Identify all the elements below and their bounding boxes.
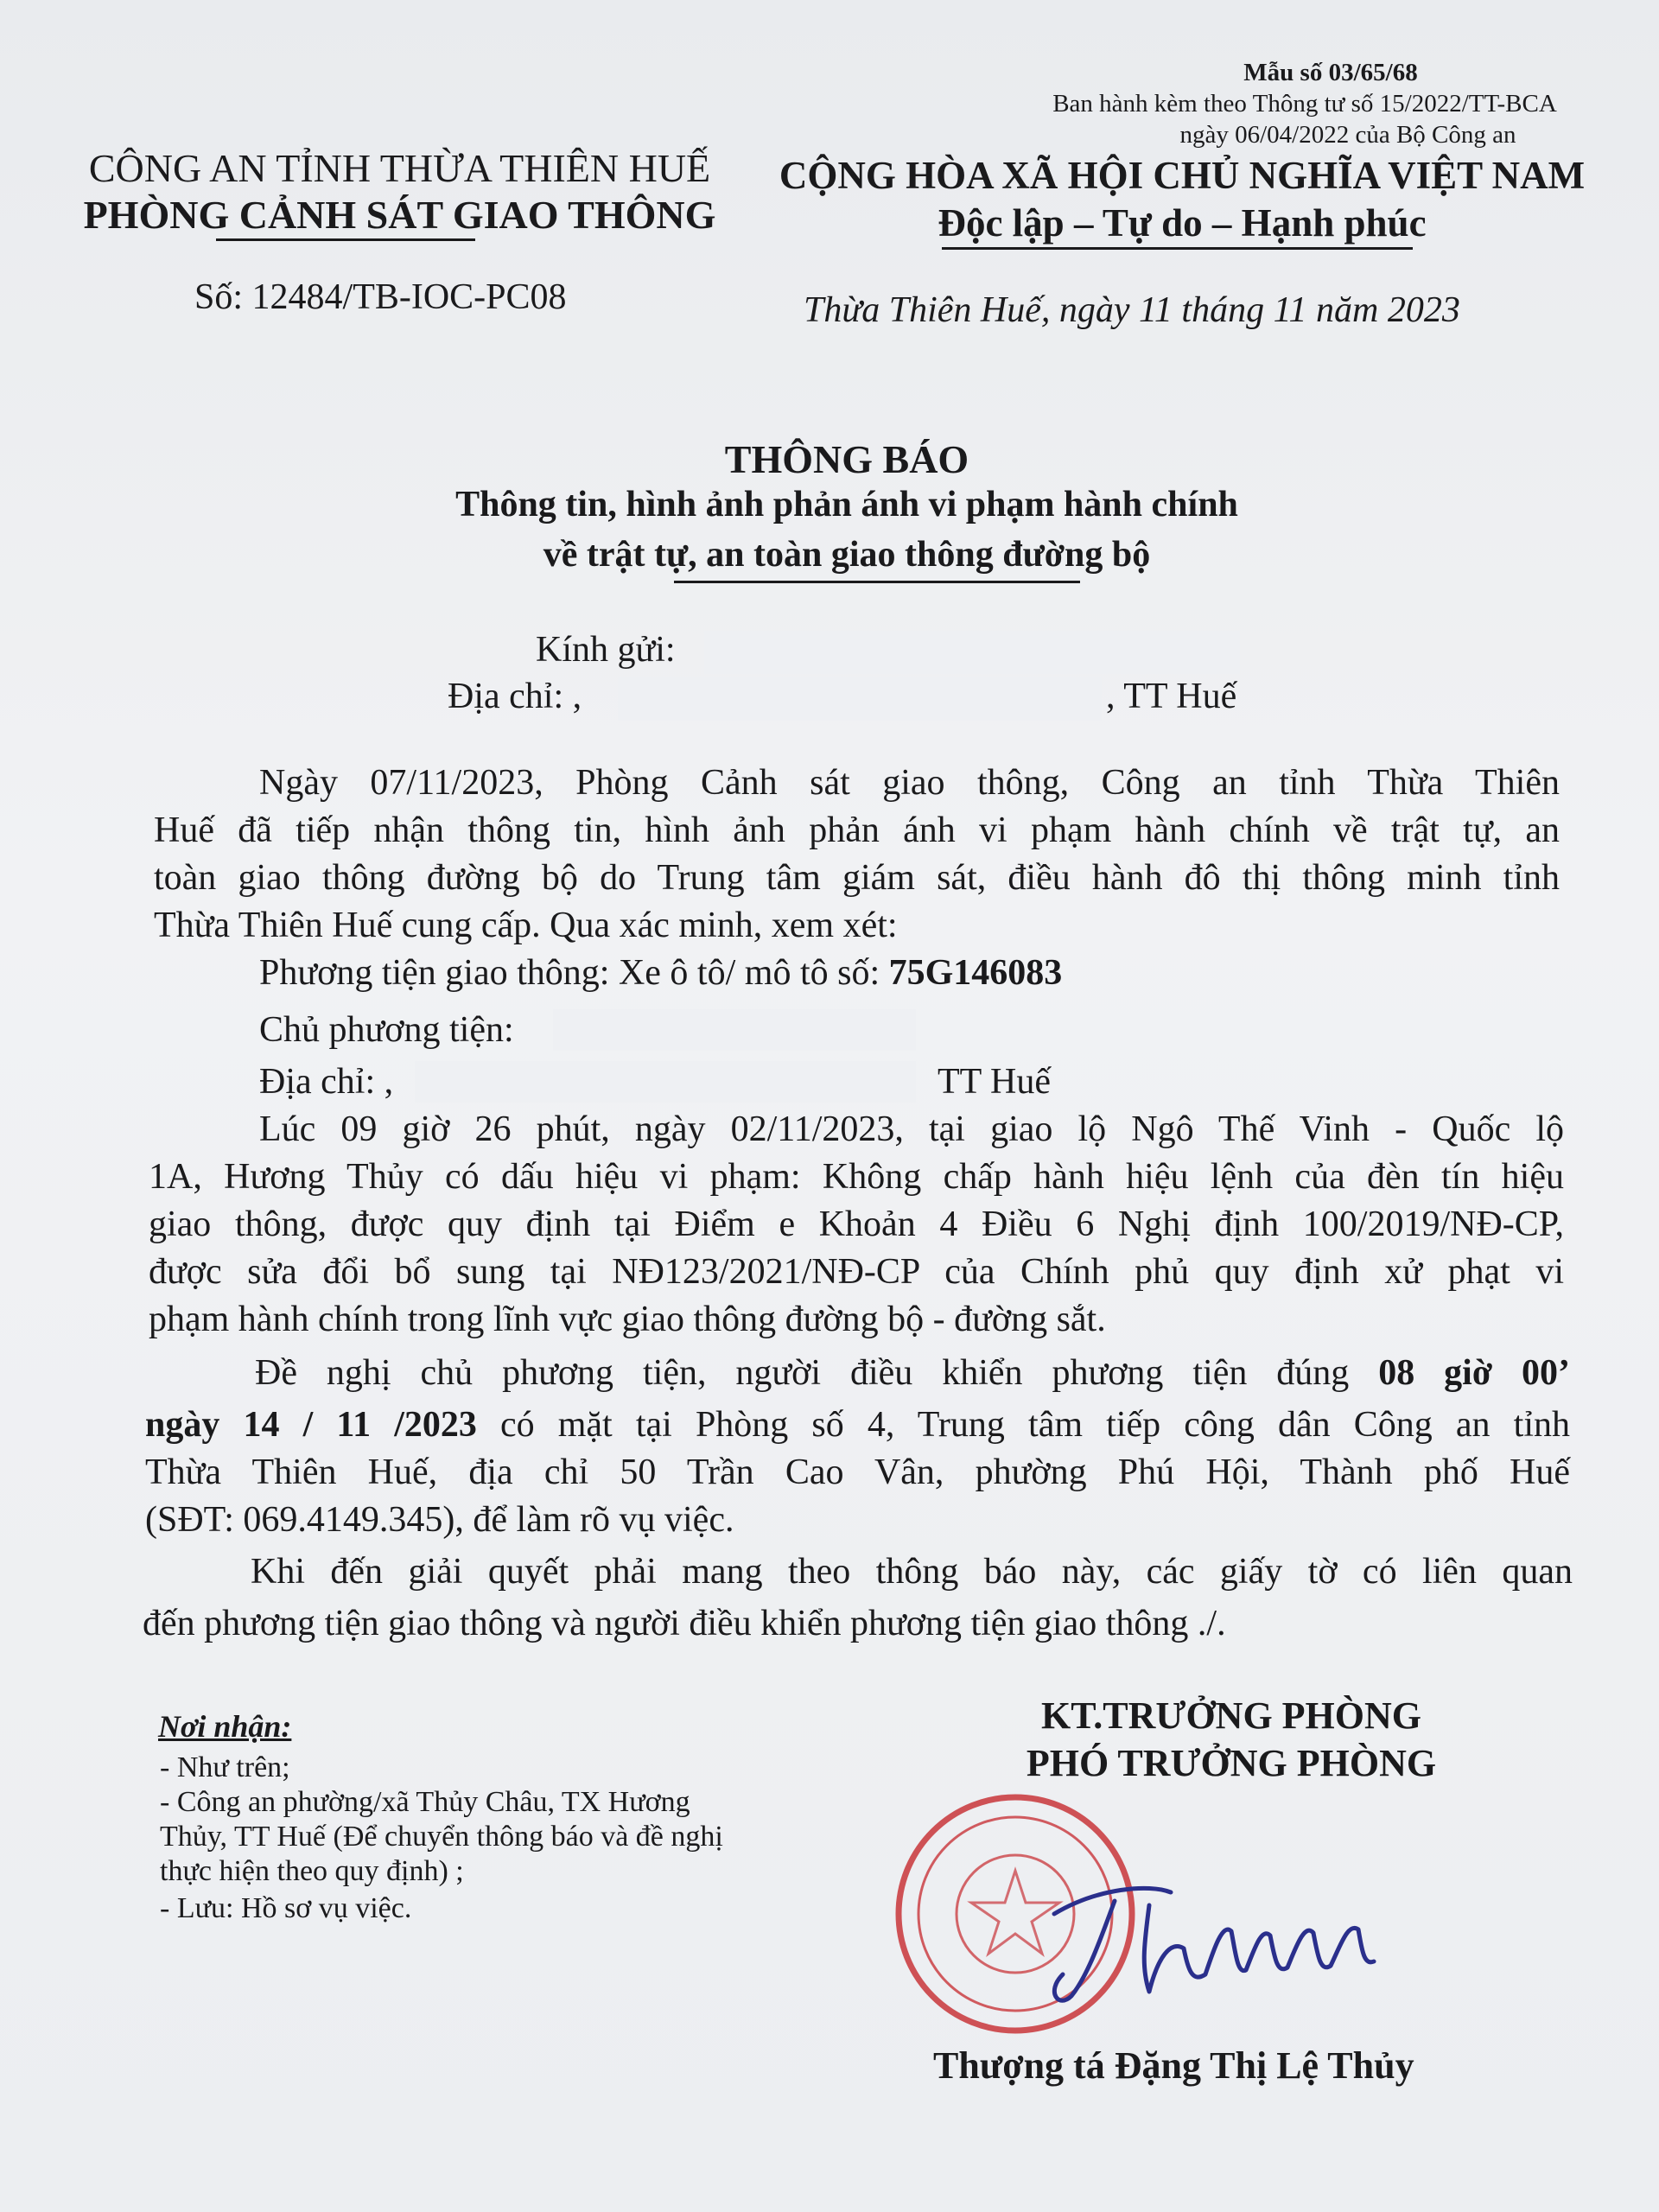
p2-line-3: giao thông, được quy định tại Điểm e Khoản 4 Điều 6 Nghị định 100/2019/NĐ-CP,	[149, 1205, 1564, 1244]
p3-line-1	[255, 1352, 1570, 1394]
vehicle-line	[259, 952, 1062, 994]
p2-line-5: phạm hành chính trong lĩnh vực giao thông đường bộ - đường sắt.	[149, 1300, 1106, 1339]
p3-line-2-text: có mặt tại Phòng số 4, Trung tâm tiếp công dân Công an tỉnh	[499, 1405, 1570, 1445]
vehicle-plate: 75G146083	[888, 953, 1063, 993]
header-right-rule	[942, 247, 1413, 250]
agency-name: CÔNG AN TỈNH THỪA THIÊN HUẾ	[88, 146, 711, 190]
p3-line-3: Thừa Thiên Huế, địa chỉ 50 Trần Cao Vân, phường Phú Hội, Thành phố Huế	[145, 1452, 1570, 1492]
p1-line-2: Huế đã tiếp nhận thông tin, hình ảnh phản ánh vi phạm hành chính về trật tự, an	[154, 810, 1560, 850]
document-number: Số: 12484/TB-IOC-PC08	[194, 277, 567, 317]
recipient-address-suffix: , TT Huế	[1106, 677, 1237, 716]
receiver-2-line-2: Thủy, TT Huế (Để chuyển thông báo và đề nghị	[160, 1821, 723, 1853]
owner-label: Chủ phương tiện:	[259, 1010, 514, 1050]
receiver-2-line-1: - Công an phường/xã Thủy Châu, TX Hương	[160, 1786, 690, 1818]
p1-line-3: toàn giao thông đường bộ do Trung tâm giám sát, điều hành đô thị thông minh tỉnh	[154, 858, 1560, 898]
vehicle-label: Phương tiện giao thông: Xe ô tô/ mô tô số:	[259, 953, 880, 993]
p3-line-2	[145, 1404, 1570, 1446]
p3-line-4: (SĐT: 069.4149.345), để làm rõ vụ việc.	[145, 1500, 734, 1540]
signer-title-1: KT.TRƯỞNG PHÒNG	[1041, 1694, 1421, 1737]
p1-line-1: Ngày 07/11/2023, Phòng Cảnh sát giao thông, Công an tỉnh Thừa Thiên	[259, 763, 1560, 803]
place-date: Thừa Thiên Huế, ngày 11 tháng 11 năm 2023	[804, 290, 1460, 330]
issued-with: Ban hành kèm theo Thông tư số 15/2022/TT-BCA	[1052, 90, 1557, 118]
p3-line-1-text: Đề nghị chủ phương tiện, người điều khiển phương tiện đúng	[255, 1353, 1350, 1393]
p4-line-1: Khi đến giải quyết phải mang theo thông báo này, các giấy tờ có liên quan	[251, 1552, 1573, 1592]
redacted-owner	[553, 1009, 916, 1051]
owner-address-label: Địa chỉ: ,	[259, 1062, 394, 1102]
receiver-1: - Như trên;	[160, 1751, 290, 1783]
p2-line-2: 1A, Hương Thủy có dấu hiệu vi phạm: Không chấp hành hiệu lệnh của đèn tín hiệu	[149, 1157, 1564, 1197]
issued-date: ngày 06/04/2022 của Bộ Công an	[1179, 121, 1516, 149]
p4-line-2: đến phương tiện giao thông và người điều khiển phương tiện giao thông ./.	[143, 1604, 1226, 1643]
header-left-rule	[216, 238, 475, 241]
signer-name: Thượng tá Đặng Thị Lệ Thủy	[933, 2044, 1414, 2087]
receiver-2-line-3: thực hiện theo quy định) ;	[160, 1855, 464, 1887]
document-subtitle-1: Thông tin, hình ảnh phản ánh vi phạm hành chính	[455, 485, 1238, 524]
redacted-recipient	[704, 631, 1240, 674]
signer-title-2: PHÓ TRƯỞNG PHÒNG	[1026, 1742, 1437, 1784]
document-title: THÔNG BÁO	[724, 437, 969, 481]
p1-line-4: Thừa Thiên Huế cung cấp. Qua xác minh, xem xét:	[154, 906, 898, 945]
recipient-label: Kính gửi:	[536, 630, 676, 670]
title-rule	[674, 581, 1080, 583]
department-name: PHÒNG CẢNH SÁT GIAO THÔNG	[83, 193, 716, 237]
p2-line-4: được sửa đổi bổ sung tại NĐ123/2021/NĐ-CP của Chính phủ quy định xử phạt vi	[149, 1252, 1564, 1292]
receivers-label: Nơi nhận:	[158, 1709, 292, 1744]
p2-line-1: Lúc 09 giờ 26 phút, ngày 02/11/2023, tại giao lộ Ngô Thế Vinh - Quốc lộ	[259, 1109, 1564, 1149]
national-motto: Độc lập – Tự do – Hạnh phúc	[938, 201, 1427, 245]
appointment-date: ngày 14 / 11 /2023	[145, 1405, 477, 1445]
document-subtitle-2: về trật tự, an toàn giao thông đường bộ	[543, 535, 1151, 575]
receiver-3: - Lưu: Hồ sơ vụ việc.	[160, 1892, 412, 1924]
country-name: CỘNG HÒA XÃ HỘI CHỦ NGHĨA VIỆT NAM	[779, 154, 1586, 197]
form-number: Mẫu số 03/65/68	[1243, 59, 1418, 86]
owner-address-suffix: TT Huế	[938, 1062, 1052, 1102]
redacted-owner-address	[415, 1061, 916, 1103]
handwritten-signature	[1020, 1853, 1382, 2009]
recipient-address-label: Địa chỉ: ,	[448, 677, 582, 716]
appointment-time: 08 giờ 00’	[1378, 1353, 1570, 1393]
redacted-recipient-address	[618, 677, 1102, 721]
